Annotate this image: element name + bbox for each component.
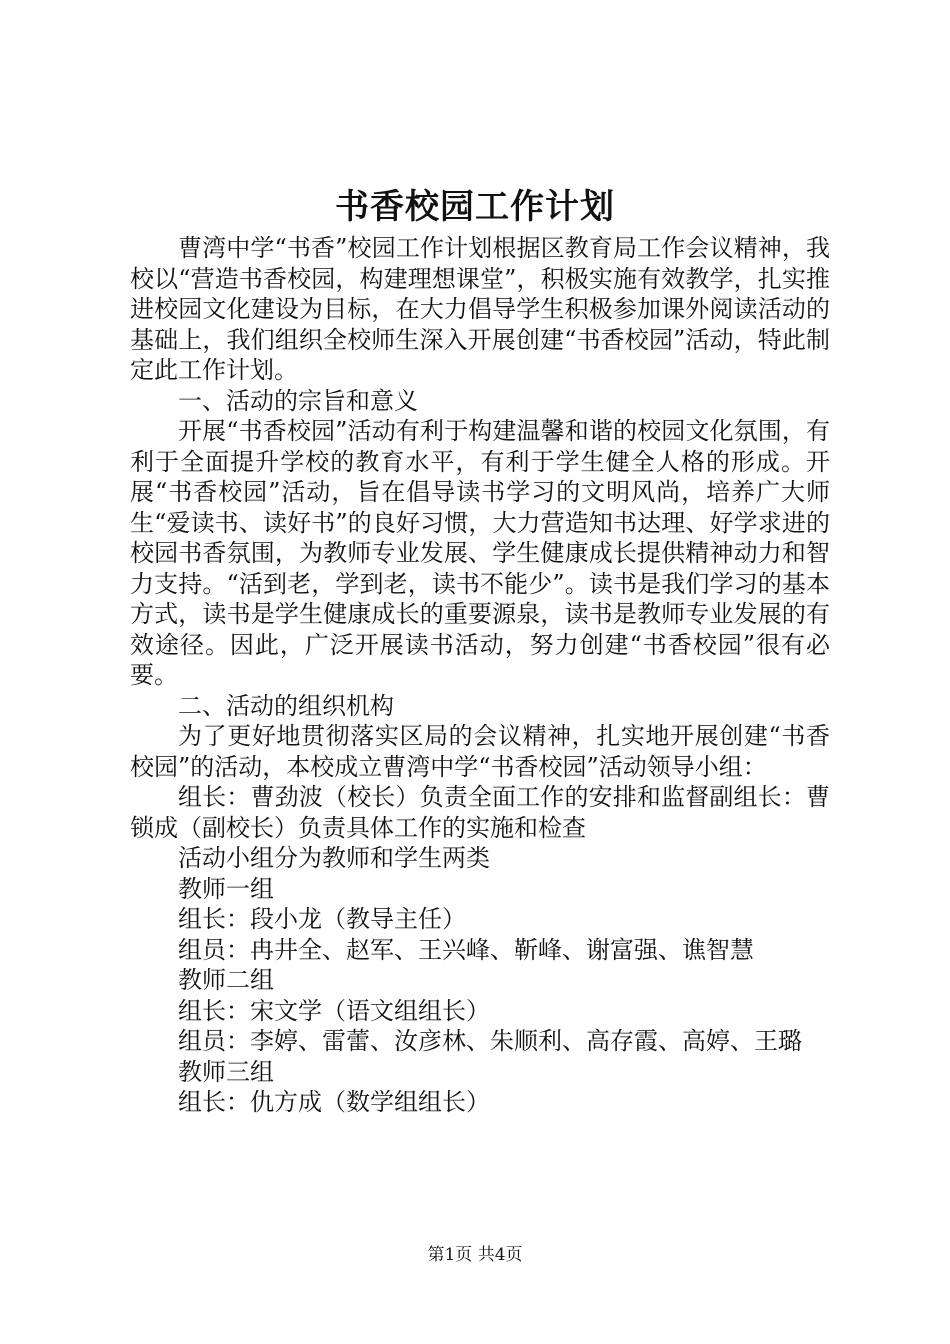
teacher-group-1-leader: 组长：段小龙（教导主任） (178, 905, 466, 933)
intro-paragraph: 曹湾中学“书香”校园工作计划根据区教育局工作会议精神，我校以“营造书香校园，构建理想课堂”，积极实施有效教学，扎实推进校园文化建设为目标，在大力倡导学生积极参加课外阅读活动的基础上，我们组织全校师生深入开展创建“书香校园”活动，特此制定此工作计划。 (130, 234, 830, 384)
teacher-group-2-leader: 组长：宋文学（语文组组长） (178, 996, 490, 1025)
organization-paragraph: 为了更好地贯彻落实区局的会议精神，扎实地开展创建“书香校园”的活动，本校成立曹湾中学“书香校园”活动领导小组： (130, 722, 830, 781)
teacher-group-2-members: 组员：李婷、雷蕾、汝彦林、朱顺利、高存霞、高婷、王璐 (178, 1027, 802, 1055)
section-heading-2: 二、活动的组织机构 (178, 691, 394, 720)
teacher-group-1-heading: 教师一组 (178, 874, 274, 903)
page-footer: 第1页 共4页 (427, 1245, 523, 1265)
leaders-paragraph: 组长：曹劲波（校长）负责全面工作的安排和监督副组长：曹锁成（副校长）负责具体工作的实施和检查 (130, 783, 830, 842)
teacher-group-3-leader: 组长：仇方成（数学组组长） (178, 1088, 490, 1116)
document-body (130, 233, 830, 1118)
teacher-group-3-heading: 教师三组 (178, 1057, 274, 1086)
purpose-paragraph: 开展“书香校园”活动有利于构建温馨和谐的校园文化氛围，有利于全面提升学校的教育水平，有利于学生健全人格的形成。开展“书香校园”活动，旨在倡导读书学习的文明风尚，培养广大师生“爱读书、读好书”的良好习惯，大力营造知书达理、好学求进的校园书香氛围，为教师专业发展、学生健康成长提供精神动力和智力支持。“活到老，学到老，读书不能少”。读书是我们学习的基本方式，读书是学生健康成长的重要源泉，读书是教师专业发展的有效途径。因此，广泛开展读书活动，努力创建“书香校园”很有必要。 (130, 417, 830, 689)
teacher-group-2-heading: 教师二组 (178, 966, 274, 994)
document-title: 书香校园工作计划 (335, 187, 615, 227)
section-heading-1: 一、活动的宗旨和意义 (178, 386, 418, 415)
teacher-group-1-members: 组员：冉井全、赵军、王兴峰、靳峰、谢富强、谯智慧 (178, 935, 754, 964)
group-types-line: 活动小组分为教师和学生两类 (178, 844, 490, 872)
